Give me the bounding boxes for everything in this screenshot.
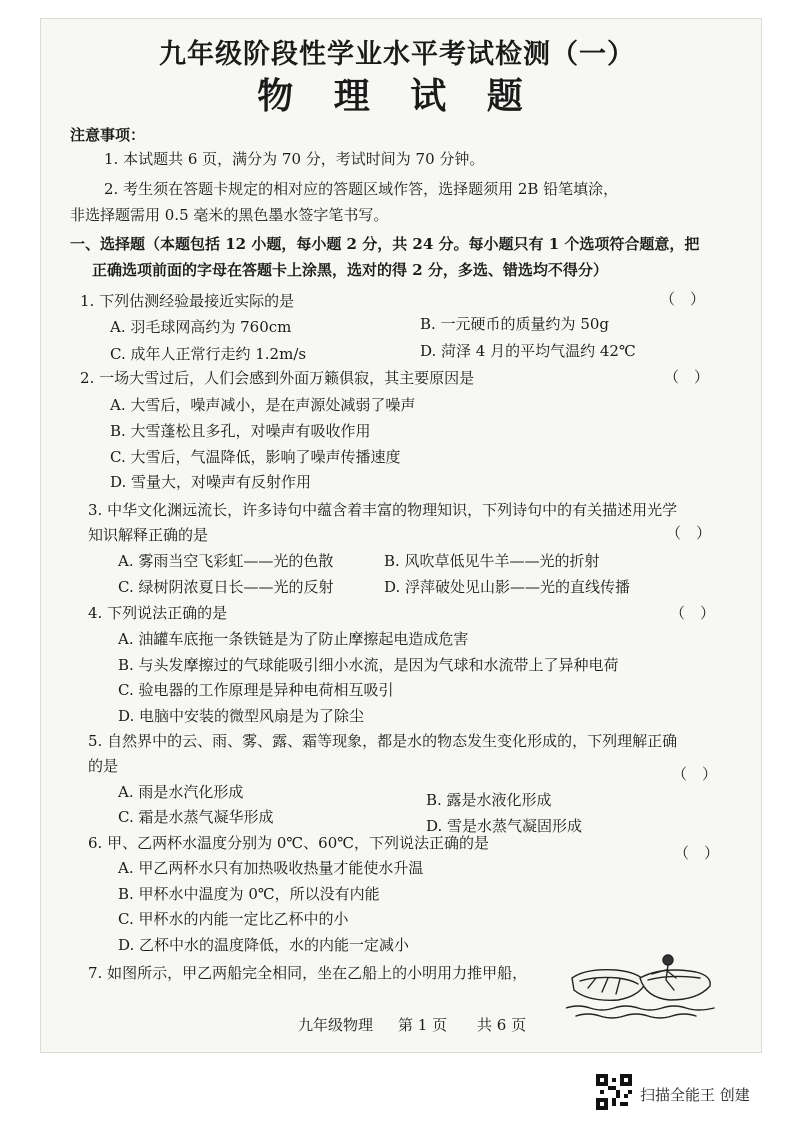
question-2-option-d: D. 雪量大，对噪声有反射作用 — [110, 473, 312, 491]
question-4-option-a: A. 油罐车底拖一条铁链是为了防止摩擦起电造成危害 — [118, 630, 469, 648]
question-1-answer-paren: （ ） — [660, 290, 706, 308]
question-1-option-b: B. 一元硬币的质量约为 50g — [420, 315, 610, 333]
question-4-answer-paren: （ ） — [670, 604, 716, 622]
question-2-stem: 2. 一场大雪过后，人们会感到外面万籁俱寂，其主要原因是 — [80, 369, 475, 387]
question-3-option-b: B. 风吹草低见牛羊——光的折射 — [384, 552, 600, 570]
question-7-stem: 7. 如图所示，甲乙两船完全相同，坐在乙船上的小明用力推甲船， — [88, 964, 528, 982]
question-3-stem-line-1: 3. 中华文化渊远流长，许多诗句中蕴含着丰富的物理知识，下列诗句中的有关描述用光学 — [88, 501, 678, 519]
footer-total-pages: 共 6 页 — [477, 1016, 527, 1034]
boat-figure — [566, 948, 716, 1020]
question-3-option-c: C. 绿树阴浓夏日长——光的反射 — [118, 578, 334, 596]
subject-title: 物 理 试 题 — [257, 75, 537, 117]
question-2-option-b: B. 大雪蓬松且多孔，对噪声有吸收作用 — [110, 422, 371, 440]
question-1-option-c: C. 成年人正常行走约 1.2m/s — [110, 345, 307, 363]
question-2-option-a: A. 大雪后，噪声减小，是在声源处减弱了噪声 — [110, 396, 416, 414]
question-5-option-d: D. 雪是水蒸气凝固形成 — [426, 817, 583, 835]
question-4-option-b: B. 与头发摩擦过的气球能吸引细小水流，是因为气球和水流带上了异种电荷 — [118, 656, 619, 674]
question-6-option-c: C. 甲杯水的内能一定比乙杯中的小 — [118, 910, 349, 928]
question-5-option-c: C. 霜是水蒸气凝华形成 — [118, 808, 274, 826]
notes-item-2-line-1: 2. 考生须在答题卡规定的相对应的答题区域作答，选择题须用 2B 铅笔填涂， — [104, 180, 619, 198]
question-3-answer-paren: （ ） — [666, 524, 712, 542]
notes-heading: 注意事项： — [70, 126, 146, 144]
question-4-option-c: C. 验电器的工作原理是异种电荷相互吸引 — [118, 681, 394, 699]
qr-code-icon — [596, 1074, 632, 1110]
question-6-stem: 6. 甲、乙两杯水温度分别为 0℃、60℃，下列说法正确的是 — [88, 834, 490, 852]
question-6-option-d: D. 乙杯中水的温度降低，水的内能一定减小 — [118, 936, 410, 954]
question-4-option-d: D. 电脑中安装的微型风扇是为了除尘 — [118, 707, 365, 725]
question-5-stem-line-1: 5. 自然界中的云、雨、雾、露、霜等现象，都是水的物态发生变化形成的，下列理解正确 — [88, 732, 678, 750]
notes-item-1: 1. 本试题共 6 页，满分为 70 分，考试时间为 70 分钟。 — [104, 150, 485, 168]
scanner-watermark: 扫描全能王 创建 — [640, 1086, 750, 1104]
question-5-stem-line-2: 的是 — [88, 757, 119, 775]
question-5-answer-paren: （ ） — [672, 765, 718, 783]
question-2-option-c: C. 大雪后，气温降低，影响了噪声传播速度 — [110, 448, 401, 466]
question-1-stem: 1. 下列估测经验最接近实际的是 — [80, 292, 295, 310]
question-5-option-b: B. 露是水液化形成 — [426, 791, 552, 809]
question-2-answer-paren: （ ） — [664, 368, 710, 386]
question-5-option-a: A. 雨是水汽化形成 — [118, 783, 244, 801]
question-6-option-b: B. 甲杯水中温度为 0℃，所以没有内能 — [118, 885, 380, 903]
question-3-stem-line-2: 知识解释正确的是 — [88, 526, 209, 544]
footer-subject: 九年级物理 — [298, 1016, 374, 1034]
question-1-option-a: A. 羽毛球网高约为 760cm — [110, 318, 292, 336]
question-6-option-a: A. 甲乙两杯水只有加热吸收热量才能使水升温 — [118, 859, 424, 877]
question-6-answer-paren: （ ） — [674, 844, 720, 862]
footer-page-number: 第 1 页 — [398, 1016, 448, 1034]
section-1-heading-line-1: 一、选择题（本题包括 12 小题，每小题 2 分，共 24 分。每小题只有 1 个选项符合题意，把 — [70, 235, 700, 253]
question-4-stem: 4. 下列说法正确的是 — [88, 604, 228, 622]
question-3-option-d: D. 浮萍破处见山影——光的直线传播 — [384, 578, 631, 596]
question-3-option-a: A. 雾雨当空飞彩虹——光的色散 — [118, 552, 334, 570]
notes-item-2-line-2: 非选择题需用 0.5 毫米的黑色墨水签字笔书写。 — [70, 206, 389, 224]
exam-title: 九年级阶段性学业水平考试检测（一） — [159, 39, 635, 70]
question-1-option-d: D. 菏泽 4 月的平均气温约 42℃ — [420, 342, 636, 360]
section-1-heading-line-2: 正确选项前面的字母在答题卡上涂黑，选对的得 2 分，多选、错选均不得分） — [92, 261, 608, 279]
